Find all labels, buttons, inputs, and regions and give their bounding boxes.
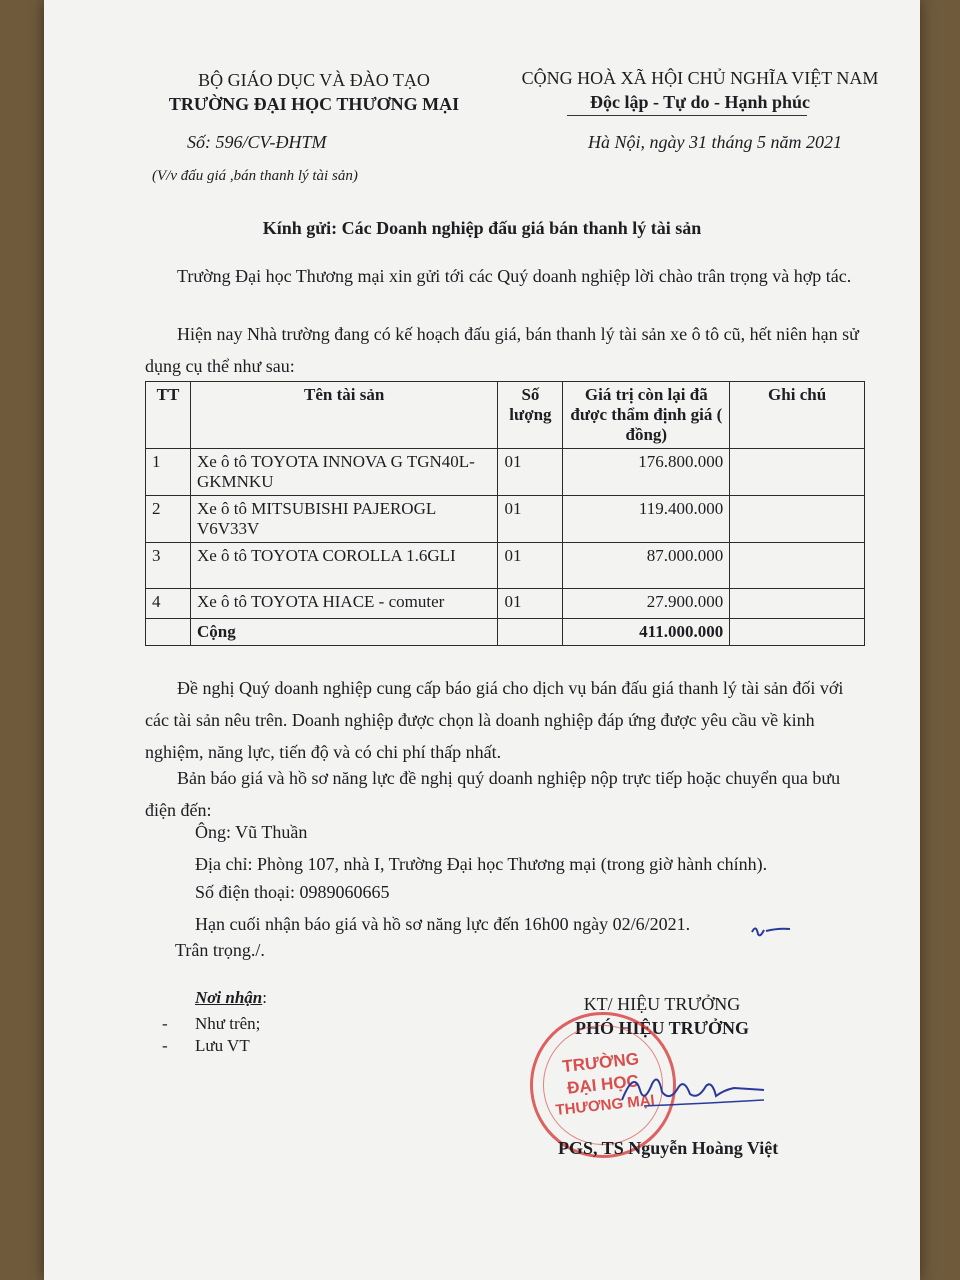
ministry-name: BỘ GIÁO DỤC VÀ ĐÀO TẠO bbox=[198, 70, 430, 90]
total-label: Cộng bbox=[190, 619, 497, 646]
signatory-title: KT/ HIỆU TRƯỞNG bbox=[583, 994, 741, 1014]
document-page bbox=[44, 0, 920, 1280]
row-tt: 4 bbox=[146, 589, 191, 619]
university-name: TRƯỜNG ĐẠI HỌC THƯƠNG MẠI bbox=[168, 94, 460, 114]
place-date: Hà Nội, ngày 31 tháng 5 năm 2021 bbox=[588, 132, 842, 152]
table-total-row bbox=[146, 619, 865, 646]
greeting-paragraph: Trường Đại học Thương mại xin gửi tới các Quý doanh nghiệp lời chào trân trọng và hợp tác. bbox=[177, 266, 852, 286]
submission-paragraph: Bản báo giá và hồ sơ năng lực đề nghị quý doanh nghiệp nộp trực tiếp hoặc chuyển qua bưu điện đến: bbox=[145, 768, 841, 820]
row-value: 119.400.000 bbox=[563, 496, 730, 543]
recipients-label: Nơi nhận bbox=[195, 988, 263, 1007]
closing-text: Trân trọng./. bbox=[175, 940, 265, 960]
total-tt bbox=[146, 619, 191, 646]
contact-phone: Số điện thoại: 0989060665 bbox=[195, 882, 390, 902]
signatory-name: PGS, TS Nguyễn Hoàng Việt bbox=[558, 1138, 779, 1158]
row-quantity: 01 bbox=[498, 496, 563, 543]
document-number: Số: 596/CV-ĐHTM bbox=[187, 132, 327, 152]
table-row bbox=[146, 589, 865, 619]
asset-table bbox=[145, 381, 865, 646]
header-note: Ghi chú bbox=[730, 382, 865, 449]
header-asset-name: Tên tài sản bbox=[190, 382, 497, 449]
plan-paragraph: Hiện nay Nhà trường đang có kế hoạch đấu giá, bán thanh lý tài sản xe ô tô cũ, hết niên hạn sử dụng cụ thể như sau: bbox=[145, 324, 859, 376]
total-quantity bbox=[498, 619, 563, 646]
recipient-text: Lưu VT bbox=[195, 1036, 250, 1055]
row-quantity: 01 bbox=[498, 449, 563, 496]
table-header-row bbox=[146, 382, 865, 449]
recipient-item: - Lưu VT bbox=[162, 1036, 250, 1055]
row-quantity: 01 bbox=[498, 589, 563, 619]
table-row bbox=[146, 543, 865, 589]
row-value: 87.000.000 bbox=[563, 543, 730, 589]
row-asset-name: Xe ô tô TOYOTA INNOVA G TGN40L-GKMNKU bbox=[190, 449, 497, 496]
header-value: Giá trị còn lại đã được thẩm định giá ( đồng) bbox=[563, 382, 730, 449]
row-tt: 1 bbox=[146, 449, 191, 496]
initial-mark bbox=[744, 918, 794, 942]
row-note bbox=[730, 589, 865, 619]
university-seal: TRƯỜNG ĐẠI HỌC THƯƠNG MẠI bbox=[523, 1005, 683, 1165]
row-note bbox=[730, 449, 865, 496]
row-value: 27.900.000 bbox=[563, 589, 730, 619]
recipient-text: Như trên; bbox=[195, 1014, 261, 1033]
row-note bbox=[730, 543, 865, 589]
total-note bbox=[730, 619, 865, 646]
row-value: 176.800.000 bbox=[563, 449, 730, 496]
row-quantity: 01 bbox=[498, 543, 563, 589]
row-tt: 3 bbox=[146, 543, 191, 589]
request-paragraph: Đề nghị Quý doanh nghiệp cung cấp báo giá cho dịch vụ bán đấu giá thanh lý tài sản đối với các tài sản nêu trên. Doanh nghiệp được chọn là doanh nghiệp đáp ứng được yêu cầu về kinh nghiệm, năng lực, tiến độ và có chi phí thấp nhất. bbox=[145, 678, 844, 762]
salutation: Kính gửi: Các Doanh nghiệp đấu giá bán thanh lý tài sản bbox=[262, 218, 702, 238]
deadline: Hạn cuối nhận báo giá và hồ sơ năng lực đến 16h00 ngày 02/6/2021. bbox=[195, 914, 691, 934]
signatory-position: PHÓ HIỆU TRƯỞNG bbox=[574, 1018, 749, 1038]
row-note bbox=[730, 496, 865, 543]
header-quantity: Số lượng bbox=[498, 382, 563, 449]
national-motto: Độc lập - Tự do - Hạnh phúc bbox=[589, 92, 811, 112]
contact-person: Ông: Vũ Thuần bbox=[195, 822, 308, 842]
recipients-heading bbox=[195, 988, 267, 1008]
handwritten-signature bbox=[614, 1060, 774, 1120]
motto-underline bbox=[567, 115, 807, 116]
total-value: 411.000.000 bbox=[563, 619, 730, 646]
row-asset-name: Xe ô tô TOYOTA COROLLA 1.6GLI bbox=[190, 543, 497, 589]
republic-name: CỘNG HOÀ XÃ HỘI CHỦ NGHĨA VIỆT NAM bbox=[521, 68, 879, 88]
recipient-item: - Như trên; bbox=[162, 1014, 261, 1033]
table-row bbox=[146, 449, 865, 496]
row-asset-name: Xe ô tô TOYOTA HIACE - comuter bbox=[190, 589, 497, 619]
table-row bbox=[146, 496, 865, 543]
recipients-colon: : bbox=[262, 988, 267, 1007]
header-tt: TT bbox=[146, 382, 191, 449]
row-asset-name: Xe ô tô MITSUBISHI PAJEROGL V6V33V bbox=[190, 496, 497, 543]
contact-address: Địa chỉ: Phòng 107, nhà I, Trường Đại học Thương mại (trong giờ hành chính). bbox=[195, 854, 768, 874]
row-tt: 2 bbox=[146, 496, 191, 543]
document-subject: (V/v đấu giá ,bán thanh lý tài sản) bbox=[152, 168, 358, 184]
